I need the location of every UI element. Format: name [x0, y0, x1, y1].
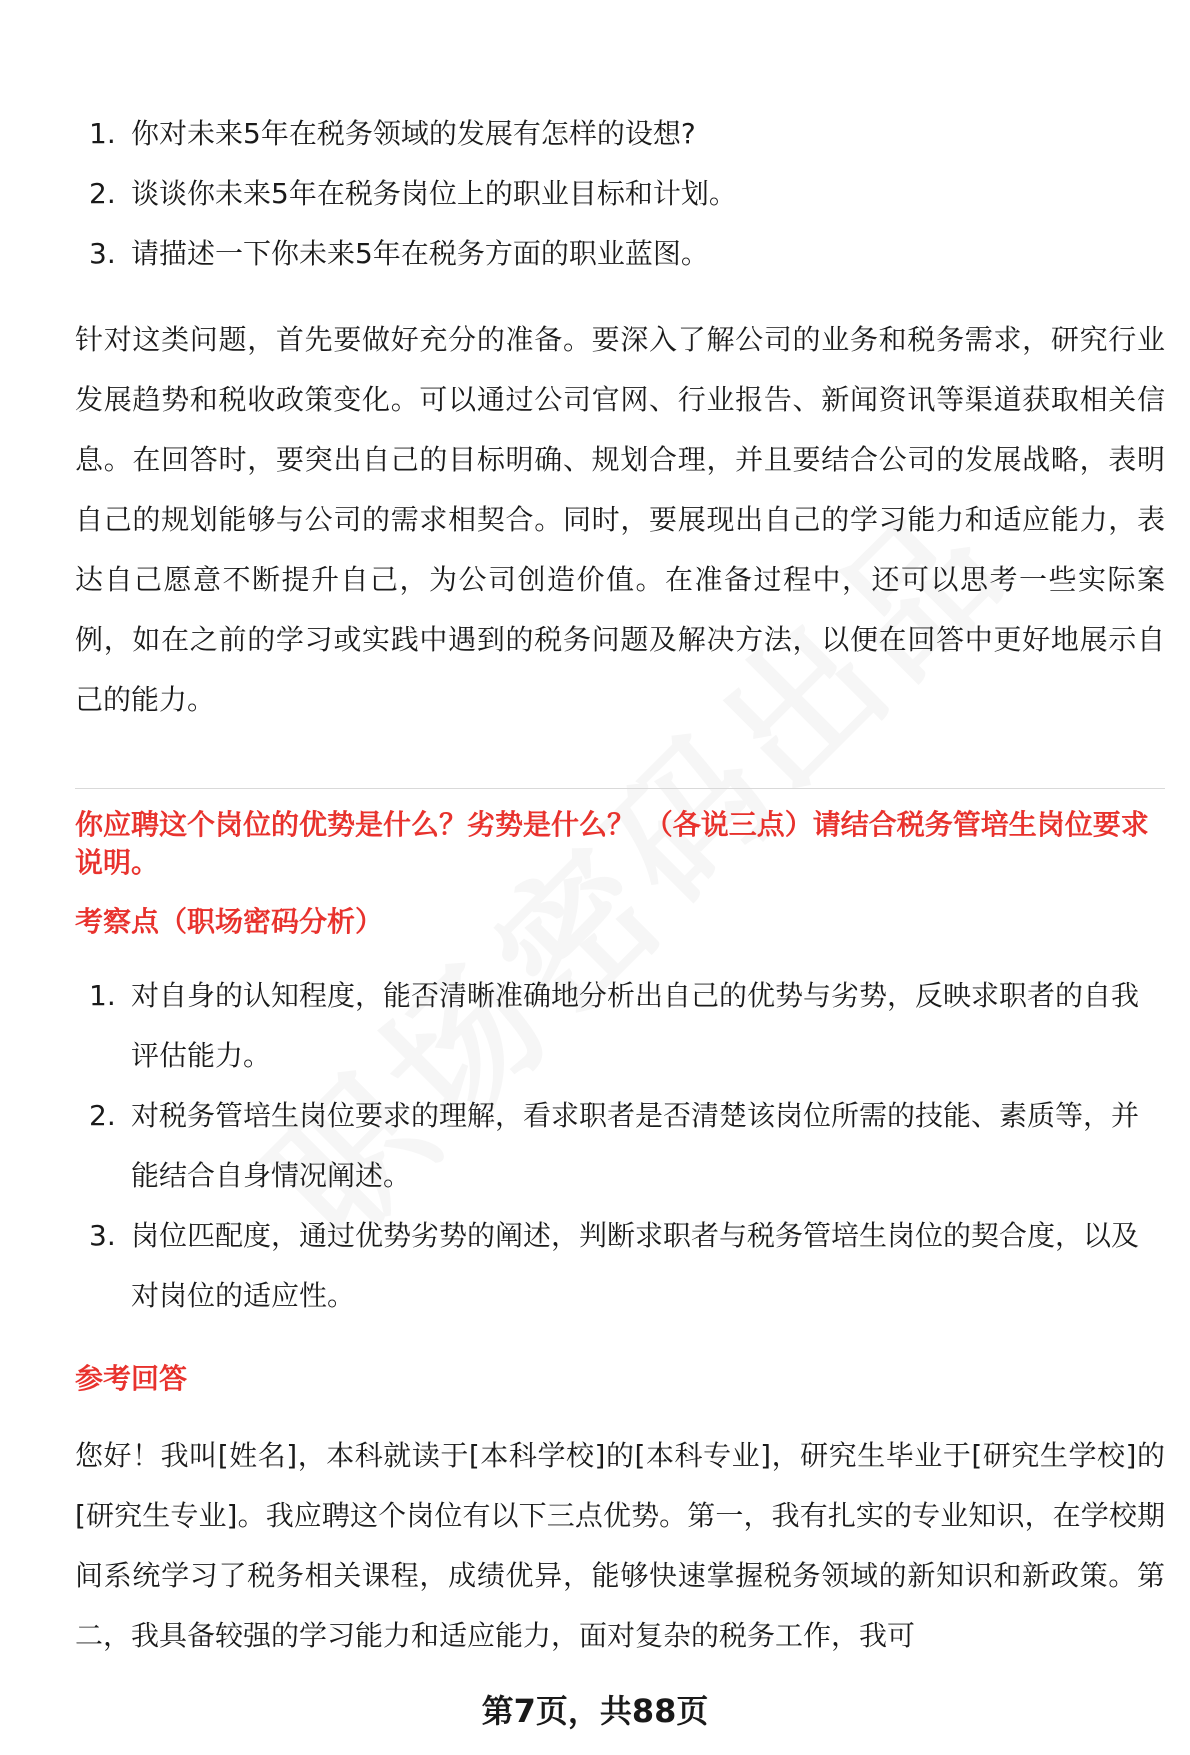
list-item: 2. 对税务管培生岗位要求的理解，看求职者是否清楚该岗位所需的技能、素质等，并能结合自身情况阐述。 [89, 1099, 1140, 1192]
section-divider [75, 788, 1165, 789]
exam-points-heading: 考察点（职场密码分析） [75, 905, 384, 938]
list-item: 1. 你对未来5年在税务领域的发展有怎样的设想? [89, 117, 696, 150]
reference-answer-heading: 参考回答 [75, 1362, 188, 1395]
list-item: 3. 请描述一下你未来5年在税务方面的职业蓝图。 [89, 237, 709, 270]
question-heading: 你应聘这个岗位的优势是什么？劣势是什么？ （各说三点）请结合税务管培生岗位要求说明。 [75, 808, 1149, 879]
list-item: 2. 谈谈你未来5年在税务岗位上的职业目标和计划。 [89, 177, 737, 210]
answer-guidance-paragraph: 针对这类问题，首先要做好充分的准备。要深入了解公司的业务和税务需求，研究行业发展趋势和税收政策变化。可以通过公司官网、行业报告、新闻资讯等渠道获取相关信息。在回答时，要突出自己的目标明确、规划合理，并且要结合公司的发展战略，表明自己的规划能够与公司的需求相契合。同时，要展现出自己的学习能力和适应能力，表达自己愿意不断提升自己，为公司创造价值。在准备过程中，还可以思考一些实际案例，如在之前的学习或实践中遇到的税务问题及解决方法，以便在回答中更好地展示自己的能力。 [75, 323, 1165, 716]
reference-answer-paragraph: 您好！我叫[姓名]，本科就读于[本科学校]的[本科专业]，研究生毕业于[研究生学校]的[研究生专业]。我应聘这个岗位有以下三点优势。第一，我有扎实的专业知识，在学校期间系统学习了税务相关课程，成绩优异，能够快速掌握税务领域的新知识和新政策。第二，我具备较强的学习能力和适应能力，面对复杂的税务工作，我可 [75, 1439, 1165, 1652]
question-list [75, 104, 1165, 284]
exam-points-list [75, 966, 1165, 1326]
list-item: 3. 岗位匹配度，通过优势劣势的阐述，判断求职者与税务管培生岗位的契合度，以及对岗位的适应性。 [89, 1219, 1140, 1312]
list-item: 1. 对自身的认知程度，能否清晰准确地分析出自己的优势与劣势，反映求职者的自我评估能力。 [89, 979, 1140, 1072]
page-number: 第7页，共88页 [481, 1692, 709, 1730]
